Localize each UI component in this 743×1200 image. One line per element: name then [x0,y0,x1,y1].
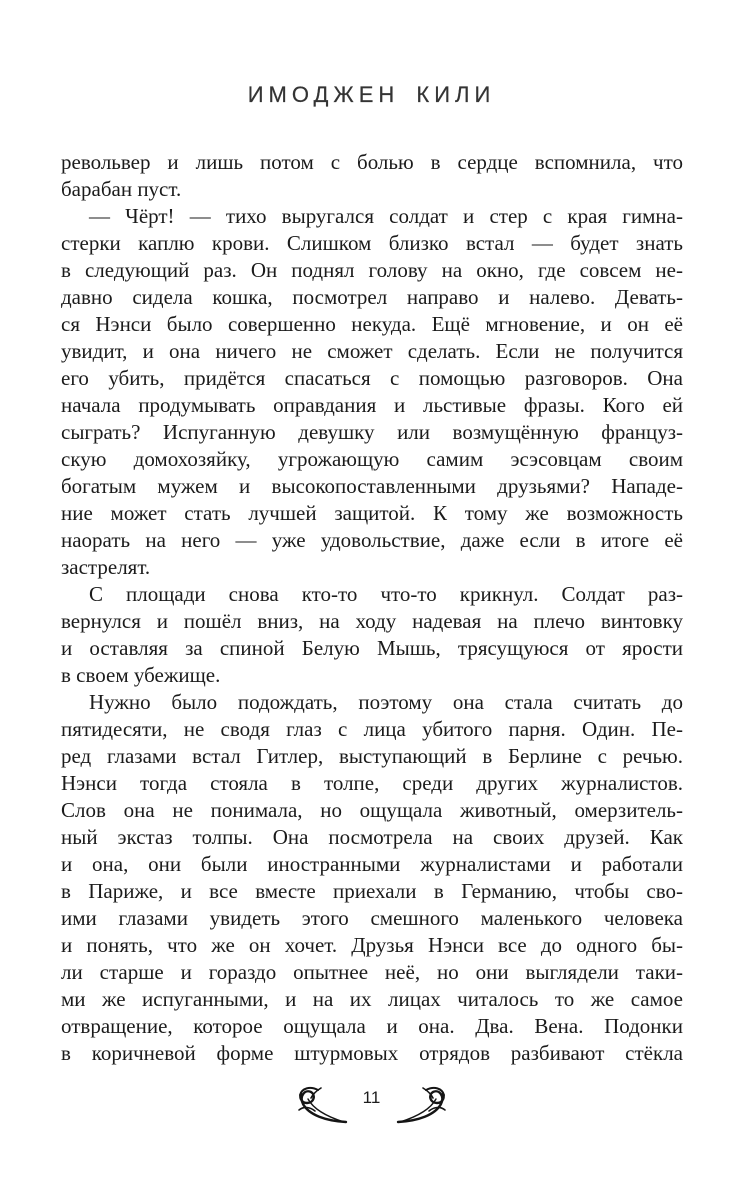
text-line: застрелят. [61,555,151,579]
text-line: в коричневой форме штурмовых отрядов разбивают стёкла [61,1041,683,1065]
paragraph [61,203,683,581]
text-line: скую домохозяйку, угрожающую самим эсэсовцам своим [61,447,683,471]
text-line: ред глазами встал Гитлер, выступающий в Берлине с речью. [61,744,683,768]
flourish-ornament-right-icon [396,1086,448,1124]
text-line: ими глазами увидеть этого смешного маленького человека [61,906,683,930]
text-line: в следующий раз. Он поднял голову на окно, где совсем не- [61,258,683,282]
page-number: 11 [362,1088,381,1107]
text-line: в Париже, и все вместе приехали в Германию, чтобы сво- [61,879,683,903]
text-line: и оставляя за спиной Белую Мышь, трясущуюся от ярости [61,636,683,660]
body-text [61,149,683,1067]
text-line: в своем убежище. [61,663,221,687]
paragraph [61,689,683,1067]
text-line: богатым мужем и высокопоставленными друзьями? Нападе- [61,474,683,498]
text-line: С площади снова кто-то что-то крикнул. Солдат раз- [89,582,683,606]
text-line: револьвер и лишь потом с болью в сердце вспомнила, что [61,150,683,174]
text-line: барабан пуст. [61,177,182,201]
text-line: наорать на него — уже удовольствие, даже если в итоге её [61,528,683,552]
text-line: и она, они были иностранными журналистами и работали [61,852,683,876]
text-line: вернулся и пошёл вниз, на ходу надевая на плечо винтовку [61,609,683,633]
text-line: — Чёрт! — тихо выругался солдат и стер с края гимна- [89,204,683,228]
paragraph [61,149,683,203]
paragraph [61,581,683,689]
text-line: Нужно было подождать, поэтому она стала считать до [89,690,683,714]
text-line: пятидесяти, не сводя глаз с лица убитого парня. Один. Пе- [61,717,683,741]
text-line: ние может стать лучшей защитой. К тому же возможность [61,501,683,525]
text-line: начала продумывать оправдания и льстивые фразы. Кого ей [61,393,683,417]
author-header: ИМОДЖЕН КИЛИ [247,82,496,107]
text-line: ли старше и гораздо опытнее неё, но они выглядели таки- [61,960,683,984]
page-footer [0,1086,743,1124]
text-line: Нэнси тогда стояла в толпе, среди других журналистов. [61,771,683,795]
text-line: и понять, что же он хочет. Друзья Нэнси все до одного бы- [61,933,683,957]
text-line: ный экстаз толпы. Она посмотрела на своих друзей. Как [61,825,683,849]
text-line: сыграть? Испуганную девушку или возмущённую француз- [61,420,683,444]
text-line: увидит, и она ничего не сможет сделать. Если не получится [61,339,683,363]
text-line: ми же испуганными, и на их лицах читалось то же самое [61,987,683,1011]
flourish-ornament-left-icon [296,1086,348,1124]
text-line: ся Нэнси было совершенно некуда. Ещё мгновение, и он её [61,312,683,336]
text-line: его убить, придётся спасаться с помощью разговоров. Она [61,366,683,390]
text-line: стерки каплю крови. Слишком близко встал — будет знать [61,231,683,255]
text-line: давно сидела кошка, посмотрел направо и налево. Девать- [61,285,683,309]
text-line: Слов она не понимала, но ощущала животный, омерзитель- [61,798,683,822]
text-line: отвращение, которое ощущала и она. Два. Вена. Подонки [61,1014,683,1038]
